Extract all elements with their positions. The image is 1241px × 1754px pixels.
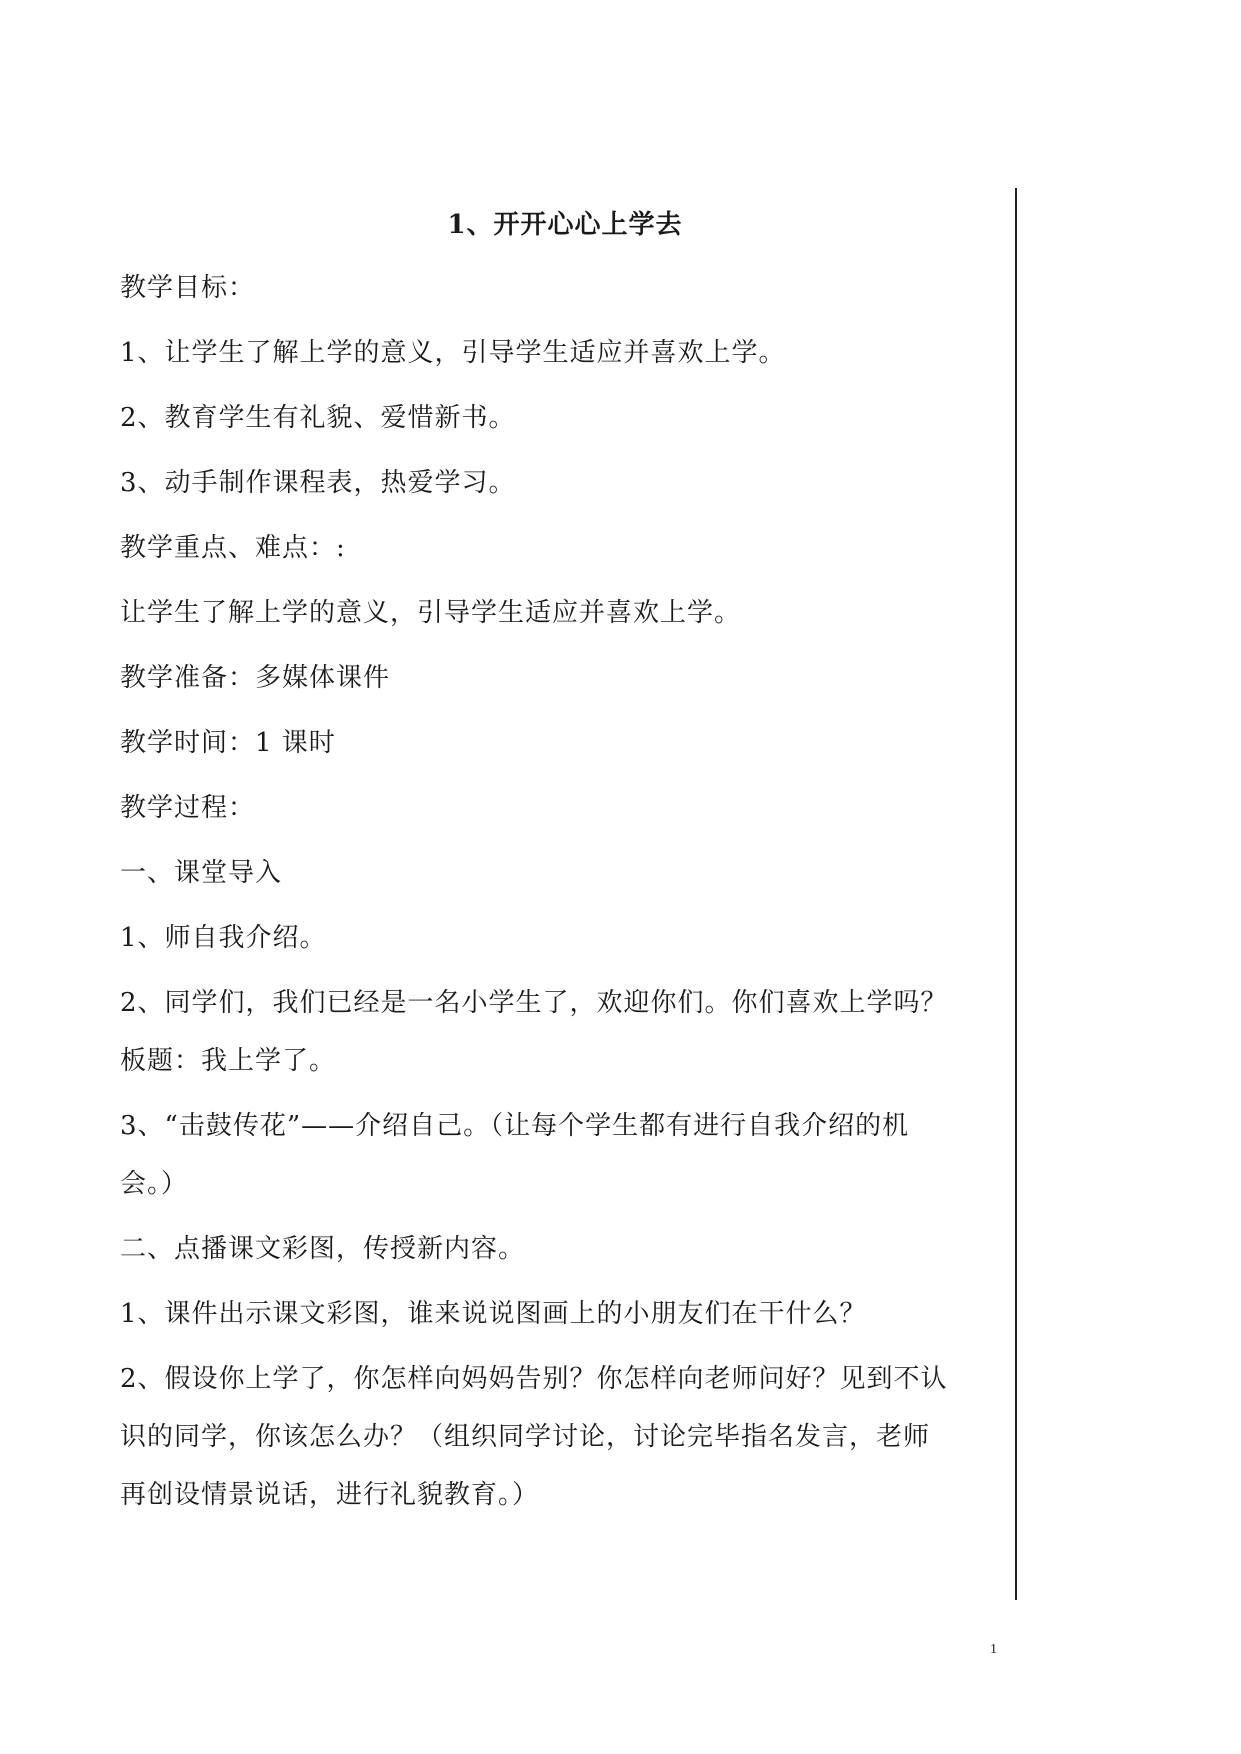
process-step-one-heading: 一、课堂导入 [120,858,283,888]
process-item-2: 2、同学们，我们已经是一名小学生了，欢迎你们。你们喜欢上学吗？ [120,988,948,1018]
lesson-title: 1、开开心心上学去 [447,210,683,240]
lesson-body [120,268,1012,1540]
process-item-1: 1、师自我介绍。 [120,923,327,953]
process-item-3-continued: 会。） [120,1169,189,1199]
page-number: 1 [990,1642,997,1657]
teaching-time: 教学时间：1 课时 [120,728,336,758]
objective-2: 2、教育学生有礼貌、爱惜新书。 [120,403,516,433]
section-heading-process: 教学过程： [120,793,256,823]
process-item-5-continued-2: 再创设情景说话，进行礼貌教育。） [120,1480,540,1510]
process-item-2-continued: 板题：我上学了。 [120,1046,337,1076]
process-item-5-continued-1: 识的同学，你该怎么办？（组织同学讨论，讨论完毕指名发言，老师 [120,1422,931,1452]
key-points-text: 让学生了解上学的意义，引导学生适应并喜欢上学。 [120,598,742,628]
teaching-preparation: 教学准备：多媒体课件 [120,663,391,693]
section-heading-objectives: 教学目标： [120,273,256,303]
process-step-two-heading: 二、点播课文彩图，传授新内容。 [120,1234,526,1264]
process-item-5: 2、假设你上学了，你怎样向妈妈告别？你怎样向老师问好？见到不认 [120,1364,948,1394]
objective-3: 3、动手制作课程表，热爱学习。 [120,468,516,498]
right-margin-rule [1015,188,1017,1600]
process-item-4: 1、课件出示课文彩图，谁来说说图画上的小朋友们在干什么？ [120,1299,867,1329]
section-heading-key-points: 教学重点、难点：: [120,533,346,563]
objective-1: 1、让学生了解上学的意义，引导学生适应并喜欢上学。 [120,338,786,368]
process-item-3: 3、“击鼓传花”——介绍自己。（让每个学生都有进行自我介绍的机 [120,1111,910,1141]
